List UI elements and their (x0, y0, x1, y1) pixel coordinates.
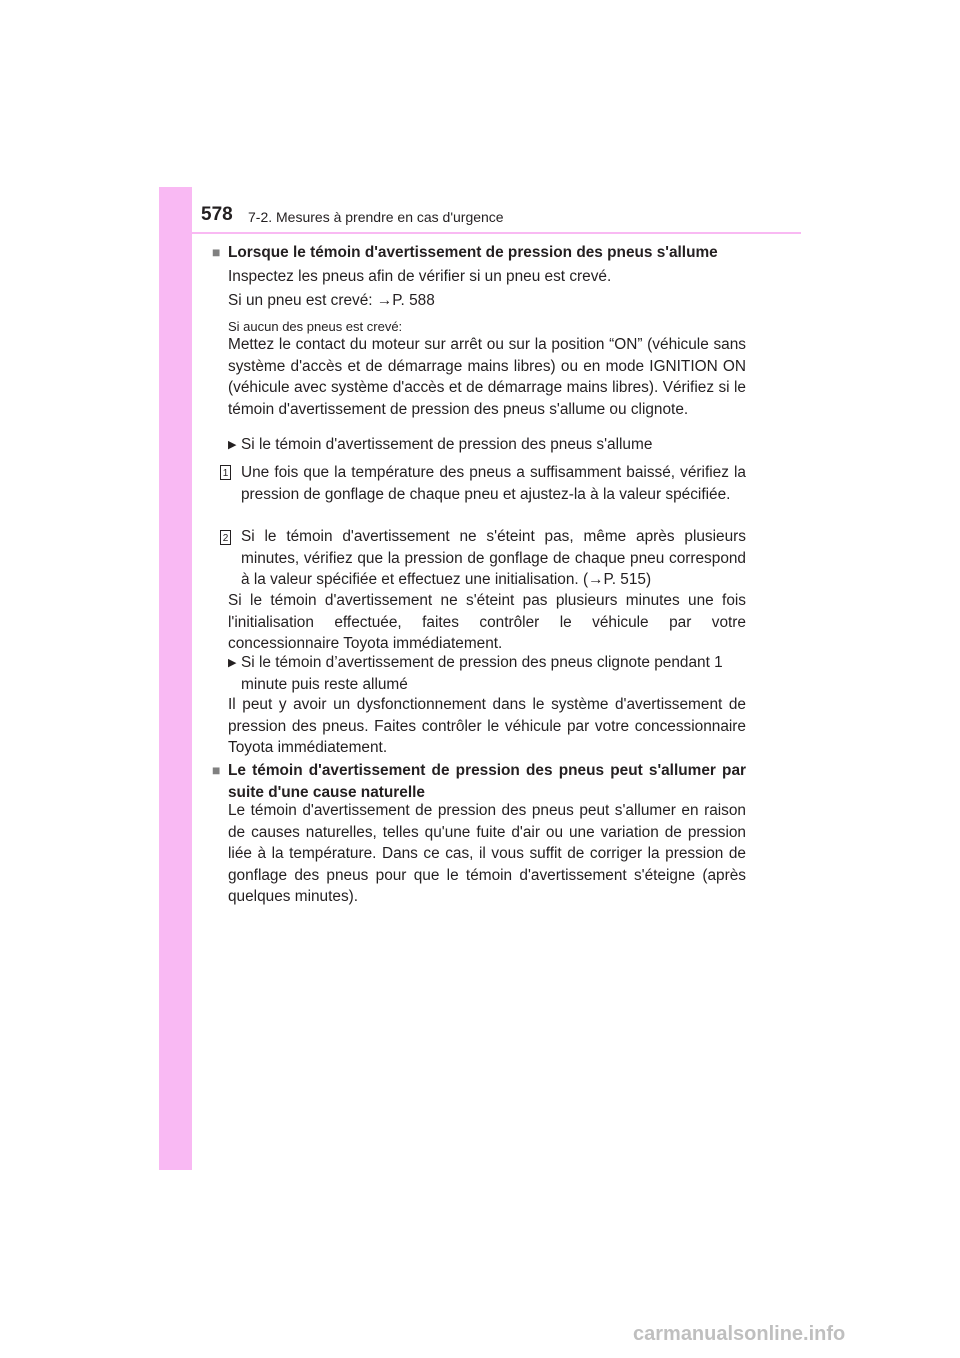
section1-p2: Si un pneu est crevé: →P. 588 (228, 292, 435, 309)
section1-p3-label: Si aucun des pneus est crevé: (228, 319, 403, 334)
section1-p5: Il peut y avoir un dysfonctionnement dans le système d'avertissement de pression des pneus. Faites contrôler le véhicule par votre concessionnaire Toyota immédiatement. (228, 696, 746, 756)
case1-title: Si le témoin d'avertissement de pression des pneus s'allume (241, 436, 653, 453)
section2-heading: Le témoin d'avertissement de pression des pneus peut s'allumer par suite d'une cause naturelle (228, 762, 746, 801)
square-bullet-icon: ■ (212, 244, 221, 260)
step-number-badge: 2 (220, 530, 231, 545)
section-title: 7-2. Mesures à prendre en cas d'urgence (248, 209, 504, 225)
section2-p1: Le témoin d'avertissement de pression des pneus peut s'allumer en raison de causes naturelles, telles qu'une fuite d'air ou une variation de pression liée à la température. Dans ce cas, il vous suffit de corriger la pression de gonflage des pneus pour que le témoin d'avertissement s'éteigne (après quelques minutes). (228, 802, 746, 905)
step-number-badge: 1 (220, 465, 231, 480)
step1-text: Une fois que la température des pneus a suffisamment baissé, vérifiez la pression de gonflage de chaque pneu et ajustez-la à la valeur spécifiée. (241, 464, 746, 503)
section1-p3: Mettez le contact du moteur sur arrêt ou sur la position “ON” (véhicule sans système d'accès et de démarrage mains libres) ou en mode IGNITION ON (véhicule avec système d'accès et de démarrage mains libres). Vérifiez si le témoin d'avertissement de pression des pneus s'allume ou clignote. (228, 336, 746, 418)
section1-heading: Lorsque le témoin d'avertissement de pression des pneus s'allume (228, 244, 718, 261)
section1-p4: Si le témoin d'avertissement ne s'éteint pas plusieurs minutes une fois l'initialisation effectuée, faites contrôler le véhicule par votre concessionnaire Toyota immédiatement. (228, 592, 746, 652)
header-divider (159, 232, 801, 234)
square-bullet-icon: ■ (212, 762, 221, 778)
case2-title: Si le témoin d’avertissement de pression des pneus clignote pendant 1 minute puis reste allumé (241, 654, 723, 693)
page-number: 578 (201, 204, 233, 225)
arrow-bullet-icon: ▶ (228, 657, 237, 669)
section1-p1: Inspectez les pneus afin de vérifier si un pneu est crevé. (228, 268, 612, 285)
arrow-bullet-icon: ▶ (228, 439, 237, 451)
chapter-tab-bar (159, 187, 192, 1170)
step2-text: Si le témoin d'avertissement ne s'éteint pas, même après plusieurs minutes, vérifiez que la pression de gonflage de chaque pneu correspond à la valeur spécifiée et effectuez une initialisation. (→P. 515) (241, 528, 746, 588)
watermark: carmanualsonline.info (633, 1323, 846, 1345)
